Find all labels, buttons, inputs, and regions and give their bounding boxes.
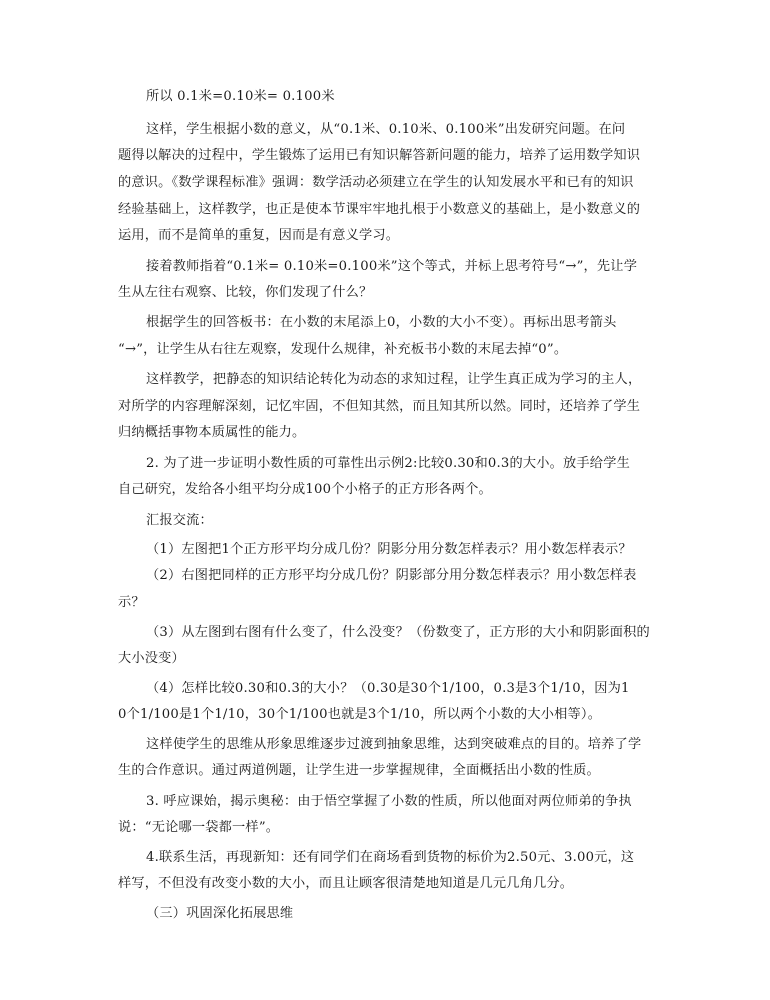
text-line: 生的合作意识。通过两道例题，让学生进一步掌握规律，全面概括出小数的性质。: [118, 763, 600, 778]
text-line: 生从左往右观察、比较，你们发现了什么？: [118, 285, 373, 300]
text-line: “→”，让学生从右往左观察，发现什么规律，补充板书小数的末尾去掉“0”。: [118, 342, 568, 357]
text-line: 大小没变）: [118, 651, 185, 666]
text-line: 这样使学生的思维从形象思维逐步过渡到抽象思维，达到突破难点的目的。培养了学: [146, 737, 642, 752]
text-line: 接着教师指着“0.1米= 0.10米=0.100米”这个等式，并标上思考符号“→”，先让学: [146, 259, 638, 274]
text-line: 示？: [118, 595, 145, 610]
text-line: 样写，不但没有改变小数的大小，而且让顾客很清楚地知道是几元几角几分。: [118, 876, 574, 891]
text-line: 自己研究，发给各小组平均分成100个小格子的正方形各两个。: [118, 482, 492, 497]
text-line: 汇报交流：: [146, 513, 213, 528]
text-line: 的意识。《数学课程标准》强调：数学活动必须建立在学生的认知发展水平和已有的知识: [118, 175, 634, 190]
text-line: 运用，而不是简单的重复，因而是有意义学习。: [118, 228, 400, 243]
text-line: （三）巩固深化拓展思维: [146, 906, 294, 921]
text-line: 对所学的内容理解深刻，记忆牢固，不但知其然，而且知其所以然。同时，还培养了学生: [118, 399, 641, 414]
text-line: 经验基础上，这样教学，也正是使本节课牢牢地扎根于小数意义的基础上，是小数意义的: [118, 202, 641, 217]
text-line: 根据学生的回答板书：在小数的末尾添上0，小数的大小不变）。再标出思考箭头: [146, 315, 617, 330]
text-line: 这样，学生根据小数的意义，从“0.1米、0.10米、0.100米”出发研究问题。在问: [146, 122, 626, 137]
text-line: （1）左图把1个正方形平均分成几份？阴影分用分数怎样表示？用小数怎样表示？: [146, 542, 632, 557]
text-line: 3. 呼应课始，揭示奥秘：由于悟空掌握了小数的性质，所以他面对两位师弟的争执: [146, 794, 632, 809]
text-line: （4）怎样比较0.30和0.3的大小？（0.30是30个1/100，0.3是3个1/10，因为1: [146, 681, 630, 696]
text-line: 4.联系生活，再现新知：还有同学们在商场看到货物的标价为2.50元、3.00元，这: [146, 850, 635, 865]
text-line: 归纳概括事物本质属性的能力。: [118, 425, 306, 440]
text-line: 所以 0.1米=0.10米= 0.100米: [146, 89, 335, 104]
text-line: 2. 为了进一步证明小数性质的可靠性出示例2:比较0.30和0.3的大小。放手给学生: [146, 456, 630, 471]
text-line: 说：“无论哪一袋都一样”。: [118, 820, 280, 835]
text-line: 0个1/100是1个1/10，30个1/100也就是3个1/10，所以两个小数的大小相等）。: [118, 707, 602, 722]
text-line: （3）从左图到右图有什么变了，什么没变？（份数变了，正方形的大小和阴影面积的: [146, 625, 650, 640]
text-line: （2）右图把同样的正方形平均分成几份？阴影部分用分数怎样表示？用小数怎样表: [146, 568, 637, 583]
text-line: 题得以解决的过程中，学生锻炼了运用已有知识解答新问题的能力，培养了运用数学知识: [118, 148, 641, 163]
text-line: 这样教学，把静态的知识结论转化为动态的求知过程，让学生真正成为学习的主人，: [146, 372, 642, 387]
